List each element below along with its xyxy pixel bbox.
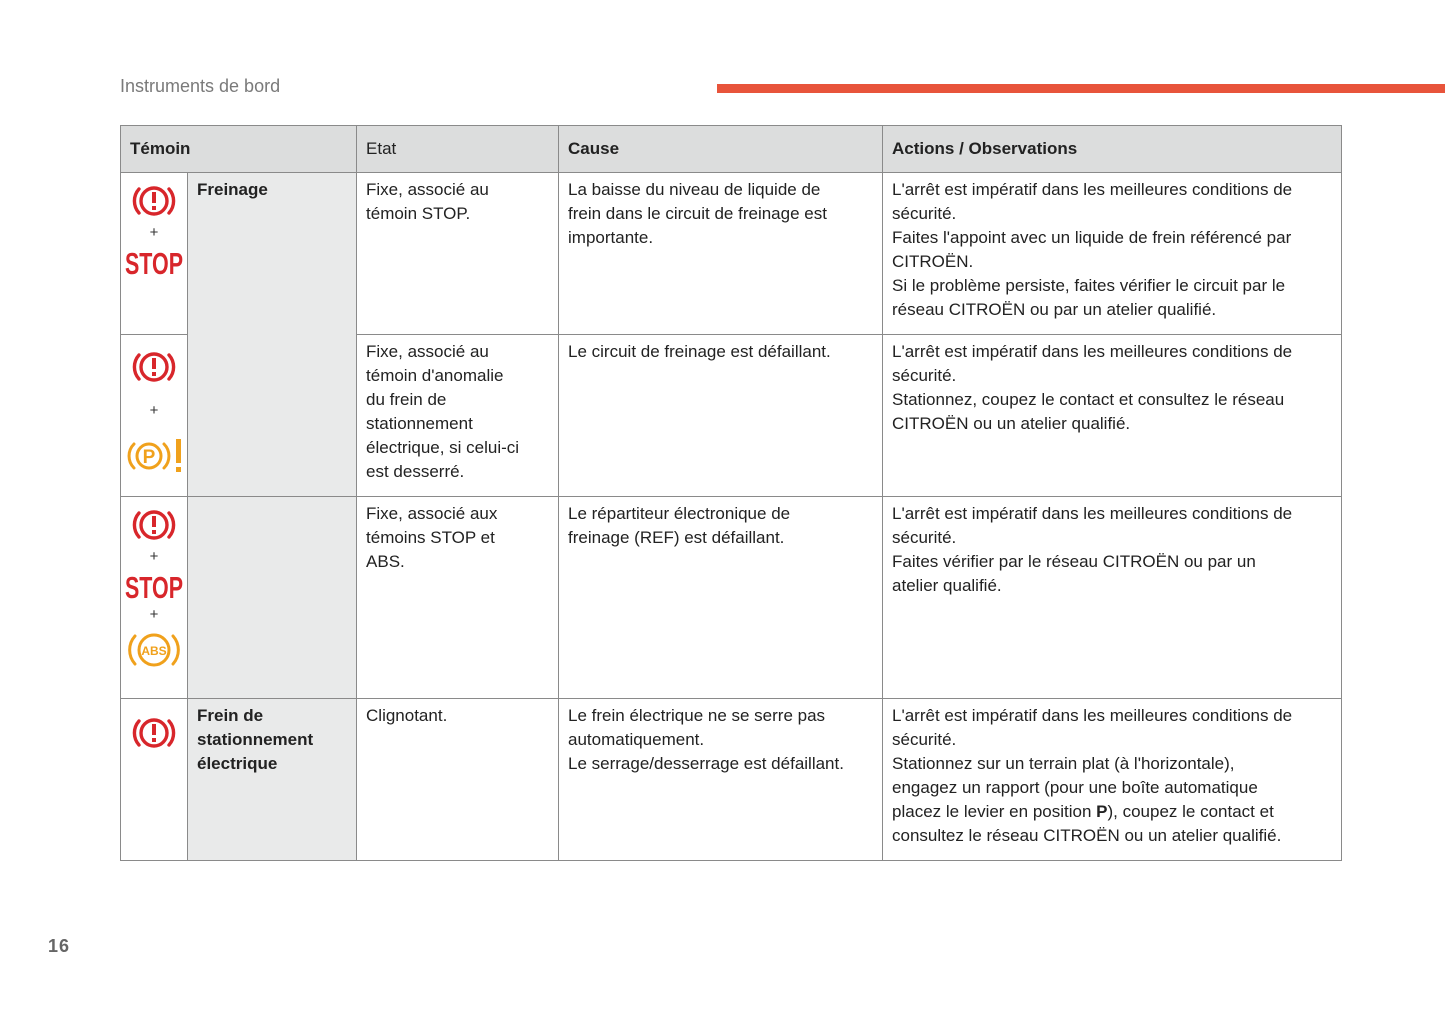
plus-sign: + [149, 224, 159, 241]
page-number: 16 [48, 936, 71, 956]
warning-lights-table [120, 125, 1342, 861]
plus-sign: + [149, 402, 159, 419]
cause-cell: Le frein électrique ne se serre pas automatiquement. Le serrage/desserrage est défaillant. [559, 699, 883, 861]
actions-cell: L'arrêt est impératif dans les meilleures conditions de sécurité. Faites l'appoint avec un liquide de frein référencé par CITROËN. Si le problème persiste, faites vérifier le circuit par le réseau CITROËN ou par un atelier qualifié. [883, 173, 1342, 335]
icon-cell [121, 699, 188, 861]
svg-text:STOP: STOP [125, 570, 183, 605]
brake-warning-icon [131, 347, 177, 387]
svg-text:P: P [142, 447, 156, 468]
cause-cell: Le circuit de freinage est défaillant. [559, 335, 883, 497]
stop-icon [123, 245, 185, 279]
actions-cell: L'arrêt est impératif dans les meilleures conditions de sécurité. Stationnez sur un terrain plat (à l'horizontale), engagez un rapport (pour une boîte automatique placez le levier en position P), coupez le contact et consultez le réseau CITROËN ou un atelier qualifié. [883, 699, 1342, 861]
icon-cell [121, 497, 188, 699]
svg-text:ABS: ABS [141, 644, 167, 658]
table-header-row [121, 126, 1342, 173]
abs-icon [123, 627, 185, 673]
etat-cell: Fixe, associé au témoin STOP. [357, 173, 559, 335]
brake-warning-icon [131, 713, 177, 753]
cause-cell: La baisse du niveau de liquide de frein dans le circuit de freinage est importante. [559, 173, 883, 335]
table-row [121, 699, 1342, 861]
stop-icon [123, 569, 185, 603]
brake-warning-icon [131, 181, 177, 221]
svg-text:STOP: STOP [125, 246, 183, 281]
cause-cell: Le répartiteur électronique de freinage (REF) est défaillant. [559, 497, 883, 699]
table-row [121, 173, 1342, 335]
etat-cell: Fixe, associé au témoin d'anomalie du frein de stationnement électrique, si celui-ci est desserré. [357, 335, 559, 497]
column-header-cause: Cause [559, 126, 883, 173]
function-cell-frein-stationnement: Frein de stationnement électrique [188, 699, 357, 861]
etat-cell: Clignotant. [357, 699, 559, 861]
function-cell-freinage: Freinage [188, 173, 357, 497]
brake-warning-icon [131, 505, 177, 545]
actions-cell: L'arrêt est impératif dans les meilleures conditions de sécurité. Stationnez, coupez le contact et consultez le réseau CITROËN ou un atelier qualifié. [883, 335, 1342, 497]
actions-cell: L'arrêt est impératif dans les meilleures conditions de sécurité. Faites vérifier par le réseau CITROËN ou par un atelier qualifié. [883, 497, 1342, 699]
plus-sign: + [149, 606, 159, 623]
parking-brake-fault-icon [123, 435, 185, 477]
function-cell-empty [188, 497, 357, 699]
icon-cell [121, 173, 188, 335]
etat-cell: Fixe, associé aux témoins STOP et ABS. [357, 497, 559, 699]
icon-cell [121, 335, 188, 497]
column-header-actions: Actions / Observations [883, 126, 1342, 173]
column-header-etat: Etat [357, 126, 559, 173]
column-header-temoin: Témoin [121, 126, 357, 173]
table-row [121, 497, 1342, 699]
plus-sign: + [149, 548, 159, 565]
section-title: Instruments de bord [120, 76, 281, 96]
header-accent-bar [717, 84, 1445, 93]
